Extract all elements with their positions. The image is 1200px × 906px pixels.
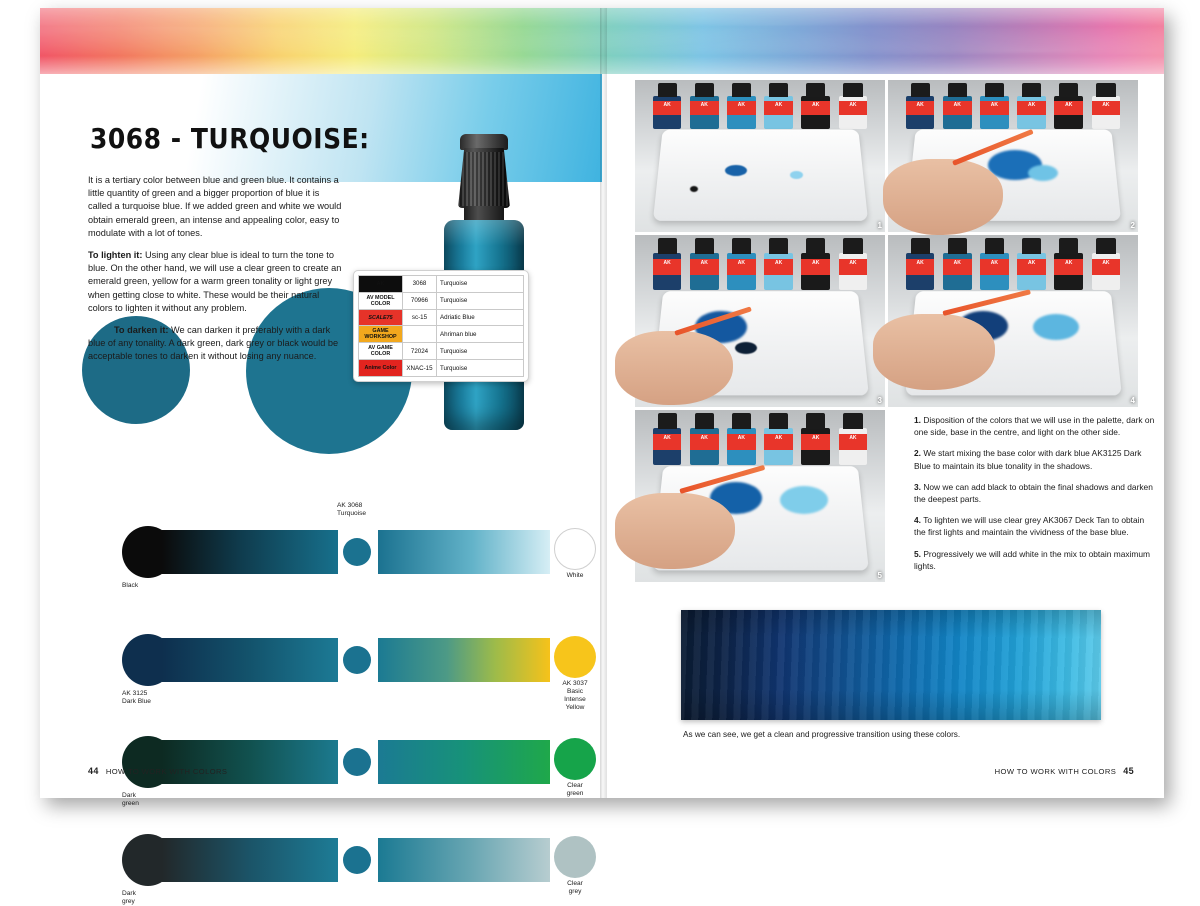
paint-bottle-item <box>650 413 684 465</box>
photo-number: 4 <box>1130 396 1135 405</box>
step-4-number: 4. <box>914 515 921 526</box>
swatch-row-black-white <box>40 502 602 589</box>
brand-cell: GAME WORKSHOP <box>359 326 403 343</box>
swatch-label-clear-green: Clear green <box>566 782 584 797</box>
paint-light-blob <box>1033 314 1079 340</box>
brand-cell: AK <box>359 276 403 293</box>
paint-bottle-item <box>940 238 974 290</box>
paint-bottle-item <box>977 238 1011 290</box>
brand-cell: AV GAME COLOR <box>359 343 403 360</box>
paint-bottles-row <box>903 83 1123 129</box>
swatch-bar-base-to-light <box>378 530 550 574</box>
step-2 <box>914 447 1156 471</box>
swatch-matrix <box>40 474 602 905</box>
paint-bottle-item <box>1015 83 1049 129</box>
swatch-bar-base-to-yellow <box>378 638 550 682</box>
photo-number: 2 <box>1130 221 1135 230</box>
swatch-dot-base <box>343 646 371 674</box>
gradient-caption: As we can see, we get a clean and progressive transition using these colors. <box>683 730 961 739</box>
paint-bottle-item <box>799 83 833 129</box>
step-photo-2 <box>888 80 1138 232</box>
paint-bottle-item <box>1052 83 1086 129</box>
step-4-text: To lighten we will use clear grey AK3067 Deck Tan to obtain the first lights and maintain the vividness of the base blue. <box>914 515 1145 538</box>
step-2-text: We start mixing the base color with dark blue AK3125 Dark Blue to maintain its blue tonality in the shadows. <box>914 448 1142 471</box>
swatch-chip-clear-green <box>554 738 596 780</box>
step-photo-4 <box>888 235 1138 407</box>
swatch-bar-dark-to-base <box>162 530 338 574</box>
swatch-label-white: White <box>566 572 584 579</box>
swatch-label-dark-green: Dark green <box>122 792 139 807</box>
hand <box>615 331 733 405</box>
code-cell: 72024 <box>403 343 437 360</box>
step-5 <box>914 548 1156 572</box>
right-page-footer <box>995 766 1134 776</box>
name-cell: Adriatic Blue <box>437 309 524 326</box>
swatch-bar-base-to-green <box>378 740 550 784</box>
paint-bottles-row <box>903 238 1123 290</box>
paint-bottles-row <box>650 413 870 465</box>
paint-bottles-row <box>650 83 870 129</box>
paragraph-darken <box>88 324 344 364</box>
brand-cell: SCALE75 <box>359 309 403 326</box>
paint-bottle-item <box>977 83 1011 129</box>
equivalence-table <box>358 275 524 377</box>
lead-in-lighten: To lighten it: <box>88 250 143 261</box>
transition-gradient-sample <box>681 610 1101 720</box>
swatch-chip-yellow <box>554 636 596 678</box>
step-1-number: 1. <box>914 415 921 425</box>
paint-bottle-item <box>903 83 937 129</box>
brand-cell: AV MODEL COLOR <box>359 292 403 309</box>
paint-bottle-item <box>799 238 833 290</box>
step-5-text: Progressively we will add white in the mix to obtain maximum lights. <box>914 548 1151 571</box>
paint-bottle-item <box>1089 83 1123 129</box>
hand <box>883 159 1003 235</box>
book-gutter <box>600 8 607 798</box>
paint-dark-blob <box>735 342 757 354</box>
step-4 <box>914 514 1156 538</box>
swatch-chip-clear-grey <box>554 836 596 878</box>
paint-bottle-item <box>836 413 870 465</box>
palette-tray <box>652 129 867 221</box>
swatch-row-darkgreen-cleargreen <box>40 736 602 807</box>
name-cell: Turquoise <box>437 276 524 293</box>
swatch-chip-white <box>554 528 596 570</box>
page-number-right: 45 <box>1123 766 1134 776</box>
code-cell <box>403 326 437 343</box>
paint-bottle-item <box>1089 238 1123 290</box>
bottle-nozzle-ribs <box>458 152 510 206</box>
step-photo-3 <box>635 235 885 407</box>
swatch-label-dark-grey: Dark grey <box>122 890 136 905</box>
table-row <box>359 309 524 326</box>
paint-bottle-item <box>762 83 796 129</box>
photo-number: 3 <box>877 396 882 405</box>
table-row <box>359 276 524 293</box>
swatch-row-darkgrey-cleargrey <box>40 834 602 905</box>
intro-text-block <box>88 174 344 373</box>
paint-bottle-item <box>903 238 937 290</box>
step-1-text: Disposition of the colors that we will use in the palette, dark on one side, base in the centre, and light on the other side. <box>914 415 1155 438</box>
paint-bottle-item <box>836 83 870 129</box>
bottle-highlight <box>444 220 524 246</box>
paint-light-blob <box>1028 165 1058 181</box>
paint-bottle-item <box>1015 238 1049 290</box>
paint-bottle-item <box>724 83 758 129</box>
name-cell: Turquoise <box>437 360 524 377</box>
code-cell: 70966 <box>403 292 437 309</box>
code-cell: sc-15 <box>403 309 437 326</box>
paint-bottle-item <box>762 238 796 290</box>
hand <box>615 493 735 569</box>
swatch-label-yellow: AK 3037 Basic Intense Yellow <box>562 680 588 711</box>
paint-bottle-item <box>687 238 721 290</box>
paint-bottle-item <box>650 83 684 129</box>
step-3-text: Now we can add black to obtain the final shadows and darken the deepest parts. <box>914 481 1153 505</box>
paragraph-lighten <box>88 249 344 315</box>
step-5-number: 5. <box>914 548 921 559</box>
swatch-label-black: Black <box>122 582 139 589</box>
left-page <box>40 74 602 905</box>
swatch-label-dark-blue: AK 3125 Dark Blue <box>122 690 151 705</box>
table-row <box>359 343 524 360</box>
step-1 <box>914 414 1156 438</box>
paint-bottle-item <box>724 413 758 465</box>
paint-bottle-item <box>799 413 833 465</box>
paint-bottle-item <box>940 83 974 129</box>
photo-number: 5 <box>877 571 882 580</box>
step-photo-5 <box>635 410 885 582</box>
paint-light-blob <box>780 486 828 514</box>
name-cell: Turquoise <box>437 292 524 309</box>
paint-bottle-item <box>650 238 684 290</box>
name-cell: Turquoise <box>437 343 524 360</box>
table-row <box>359 292 524 309</box>
brand-cell: Anime Color <box>359 360 403 377</box>
lead-in-darken: To darken it: <box>114 325 169 336</box>
photo-number: 1 <box>877 221 882 230</box>
lighten-text: Using any clear blue is ideal to turn the tone to blue. On the other hand, we will use a clear green to create an emerald green, yellow for a warm green tonality or light grey when getting close to white. These would be their natural colors to lighten it without any problem. <box>88 250 342 313</box>
swatch-bar-darkgreen-to-base <box>162 740 338 784</box>
swatch-bar-darkblue-to-base <box>162 638 338 682</box>
name-cell: Ahriman blue <box>437 326 524 343</box>
paragraph-description: It is a tertiary color between blue and green blue. It contains a little quantity of green and a bigger proportion of blue it is called a turquoise blue. If we added green and white we would obtain emerald green, an intense and appealing color, easy to modulate with a lot of tones. <box>88 175 342 238</box>
paint-bottle-item <box>762 413 796 465</box>
swatch-dot-base <box>343 538 371 566</box>
paint-bottle-item <box>724 238 758 290</box>
code-cell: 3068 <box>403 276 437 293</box>
bottle-cap <box>460 134 508 150</box>
running-head-right: HOW TO WORK WITH COLORS <box>994 767 1117 776</box>
table-row <box>359 326 524 343</box>
left-page-footer <box>88 766 227 776</box>
paint-bottle-item <box>687 413 721 465</box>
paint-bottle-item <box>687 83 721 129</box>
step-3-number: 3. <box>914 481 921 492</box>
paint-bottles-row <box>650 238 870 290</box>
swatch-dot-base <box>343 846 371 874</box>
steps-text-block <box>914 414 1156 581</box>
hand <box>873 314 995 390</box>
paint-bottle-item <box>1052 238 1086 290</box>
step-photo-1 <box>635 80 885 232</box>
paint-equivalence-card <box>353 270 529 382</box>
right-page <box>607 74 1164 798</box>
swatch-bar-base-to-grey <box>378 838 550 882</box>
step-3 <box>914 481 1156 505</box>
page-title: 3068 - TURQUOISE: <box>90 122 370 155</box>
swatch-label-clear-grey: Clear grey <box>567 880 583 895</box>
swatch-row-darkblue-yellow <box>40 634 602 711</box>
paint-bottle-item <box>836 238 870 290</box>
page-number-left: 44 <box>88 766 99 776</box>
darken-text: We can darken it preferably with a dark blue of any tonality. A dark green, dark grey or black would be acceptable tones to darken it without losing any nuance. <box>88 325 339 362</box>
step-2-number: 2. <box>914 448 921 459</box>
book-spread <box>40 8 1164 905</box>
swatch-bar-darkgrey-to-base <box>162 838 338 882</box>
swatch-top-label: AK 3068 Turquoise <box>337 502 367 517</box>
swatch-dot-base <box>343 748 371 776</box>
running-head-left: HOW TO WORK WITH COLORS <box>105 767 228 776</box>
code-cell: XNAC-15 <box>403 360 437 377</box>
table-row <box>359 360 524 377</box>
